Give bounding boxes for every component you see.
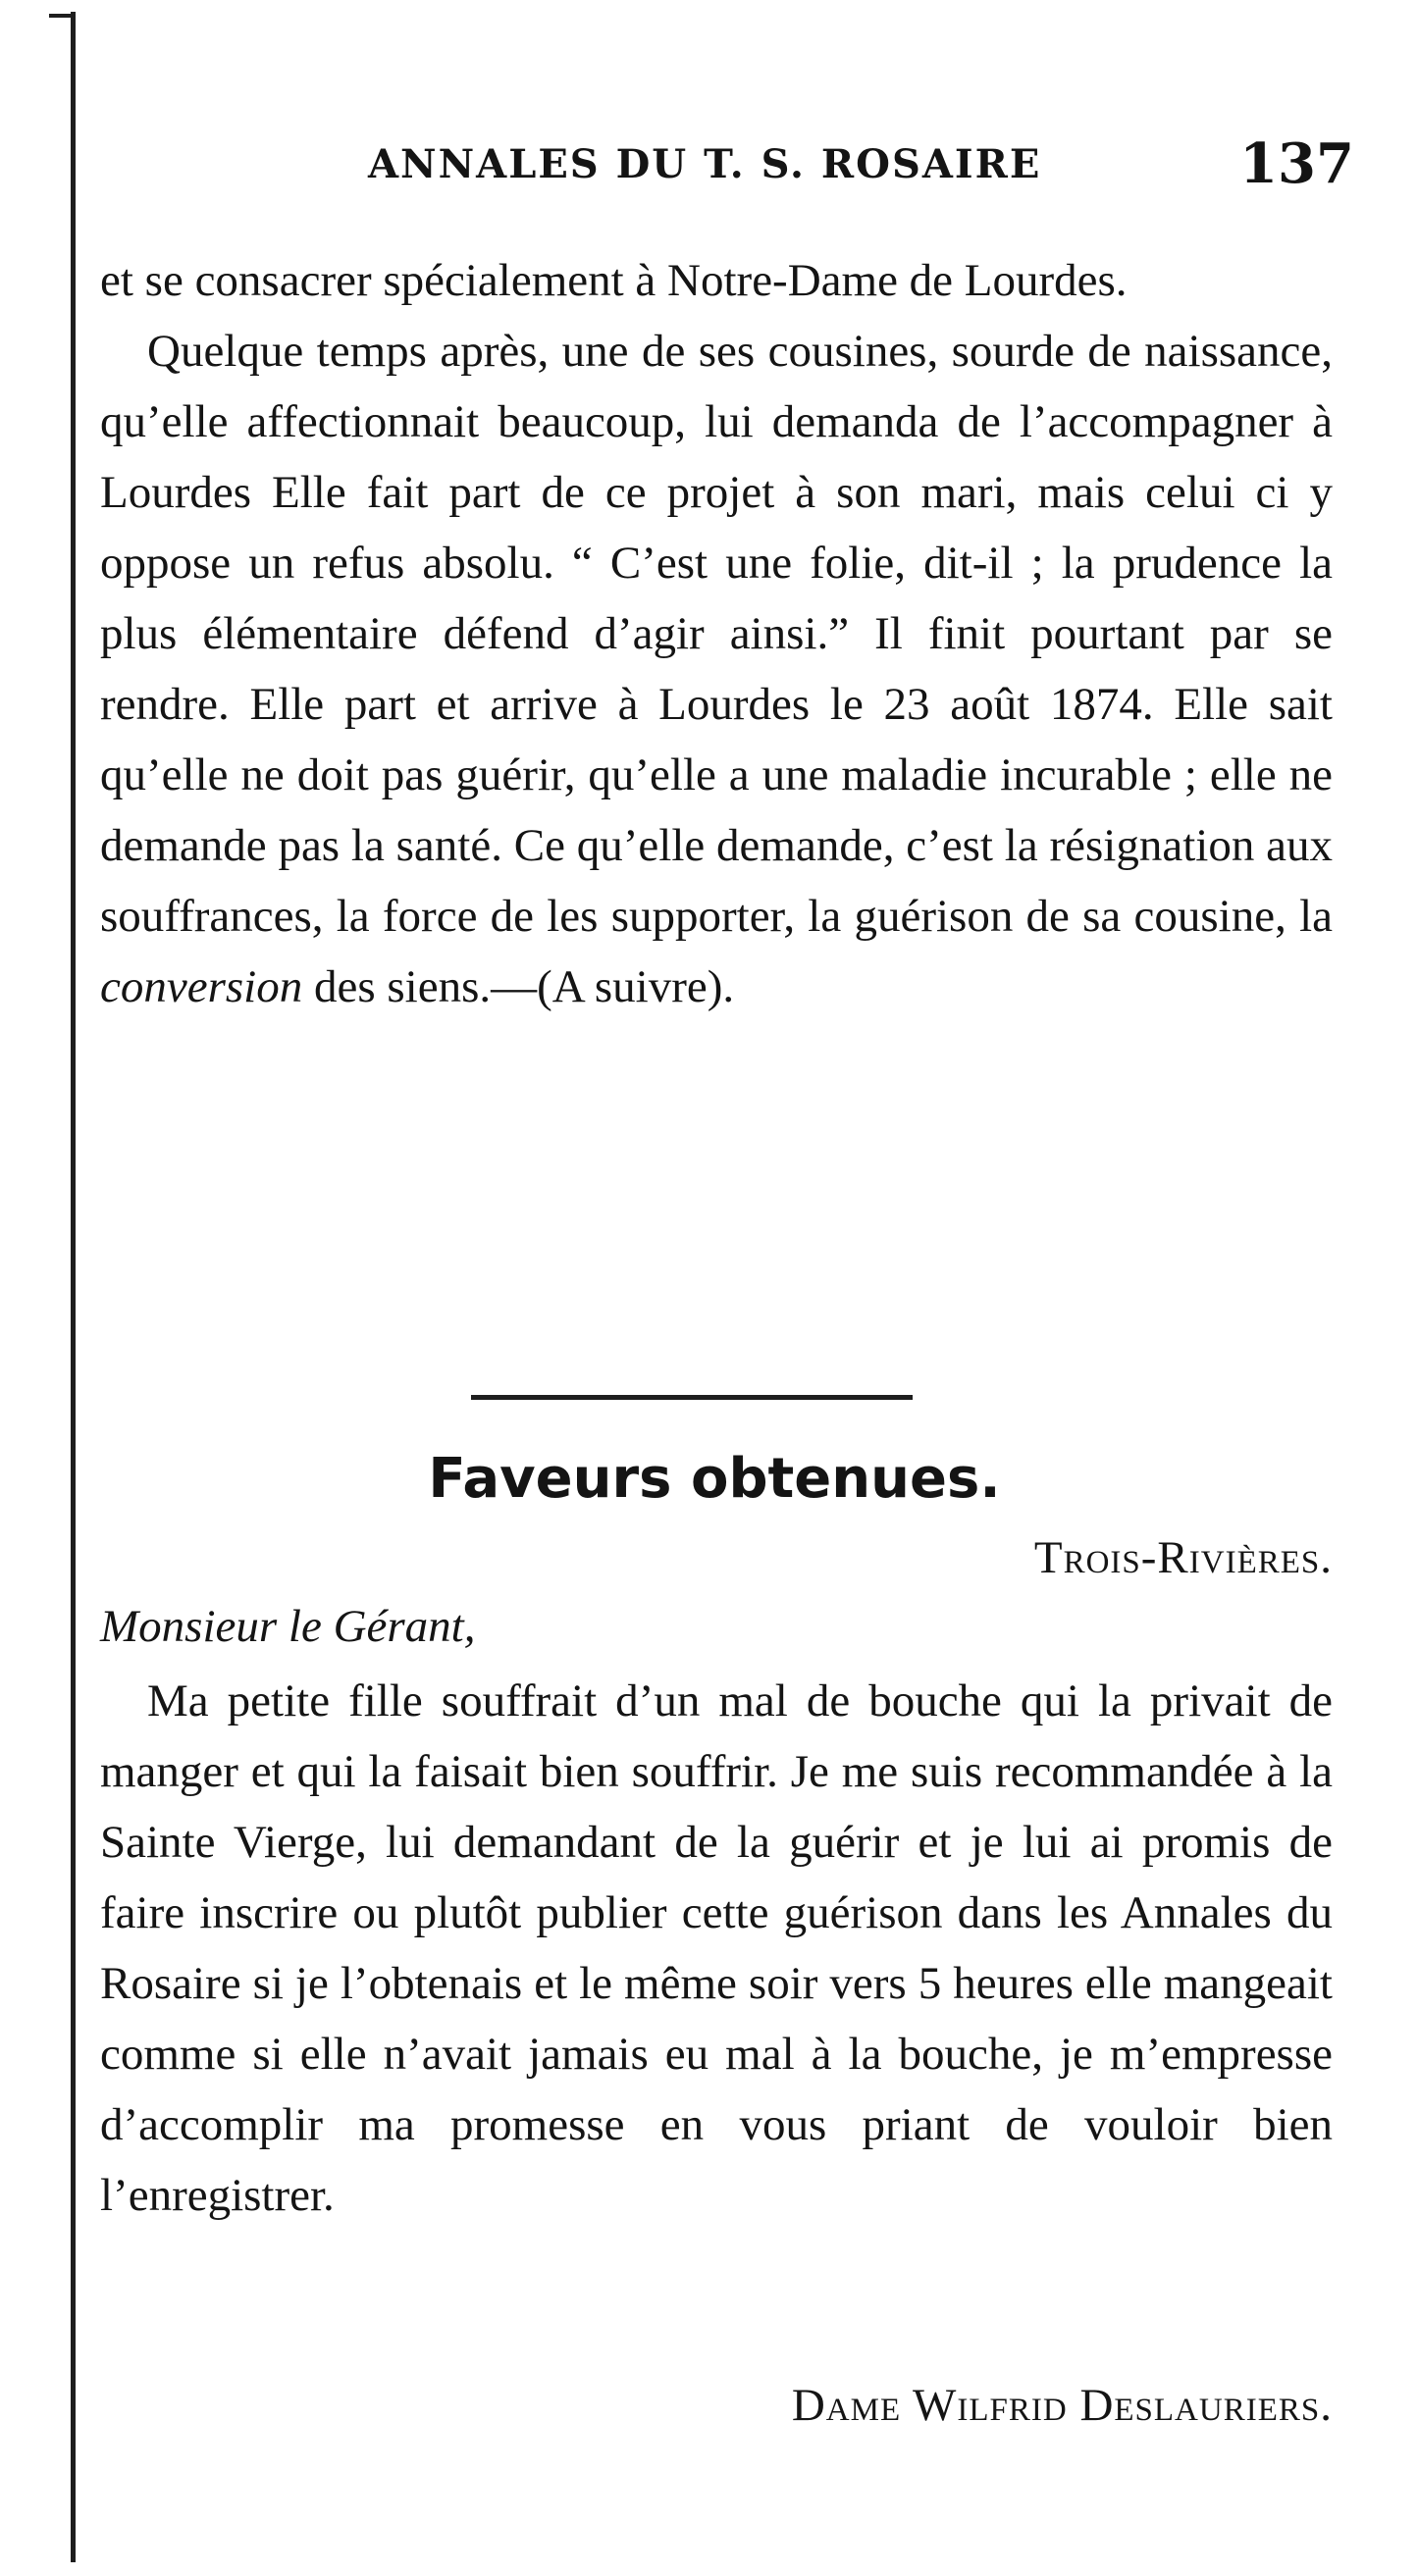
- article-paragraph-2-text: Quelque temps après, une de ses cousines, sourde de naissance, qu’elle affectionnait beaucoup, lui demanda de l’accompagner à Lourdes Elle fait part de ce projet à son mari, mais celui ci y oppose un refus absolu. “ C’est une folie, dit-il ; la prudence la plus élémentaire défend d’agir ainsi.” Il finit pourtant par se rendre. Elle part et arrive à Lourdes le 23 août 1874. Elle sait qu’elle ne doit pas guérir, qu’elle a une maladie incurable ; elle ne demande pas la santé. Ce qu’elle demande, c’est la résignation aux souffrances, la force de les supporter, la guérison de sa cousine, la: [100, 326, 1333, 942]
- letter-body: [100, 1666, 1333, 2231]
- page-margin-rule-tick: [49, 14, 75, 18]
- section-heading: Faveurs obtenues.: [428, 1447, 1001, 1511]
- running-title: ANNALES DU T. S. ROSAIRE: [368, 141, 1042, 187]
- letter-salutation: Monsieur le Gérant,: [100, 1601, 476, 1652]
- running-head: [98, 131, 1354, 206]
- section-divider: [471, 1395, 913, 1400]
- letter-paragraph: Ma petite fille souffrait d’un mal de bouche qui la privait de manger et qui la faisait bien souffrir. Je me suis recommandée à la Sainte Vierge, lui demandant de la guérir et je lui ai promis de faire inscrire ou plutôt publier cette guérison dans les Annales du Rosaire si je l’obtenais et le même soir vers 5 heures elle mangeait comme si elle n’avait jamais eu mal à la bouche, je m’empresse d’accomplir ma promesse en vous priant de vouloir bien l’enregistrer.: [100, 1675, 1333, 2221]
- article-continuation: [100, 245, 1333, 1022]
- article-paragraph-2-end: des siens.—(A suivre).: [313, 961, 735, 1012]
- page-margin-rule: [71, 12, 76, 2562]
- article-paragraph-2: [100, 316, 1333, 1022]
- letter-place: Trois-Rivières.: [1033, 1532, 1333, 1583]
- article-paragraph-1: et se consacrer spécialement à Notre-Dame de Lourdes.: [100, 255, 1128, 306]
- article-italic-word: conversion: [100, 961, 303, 1012]
- letter-signature: Dame Wilfrid Deslauriers.: [791, 2380, 1333, 2431]
- page-number: 137: [1239, 131, 1354, 196]
